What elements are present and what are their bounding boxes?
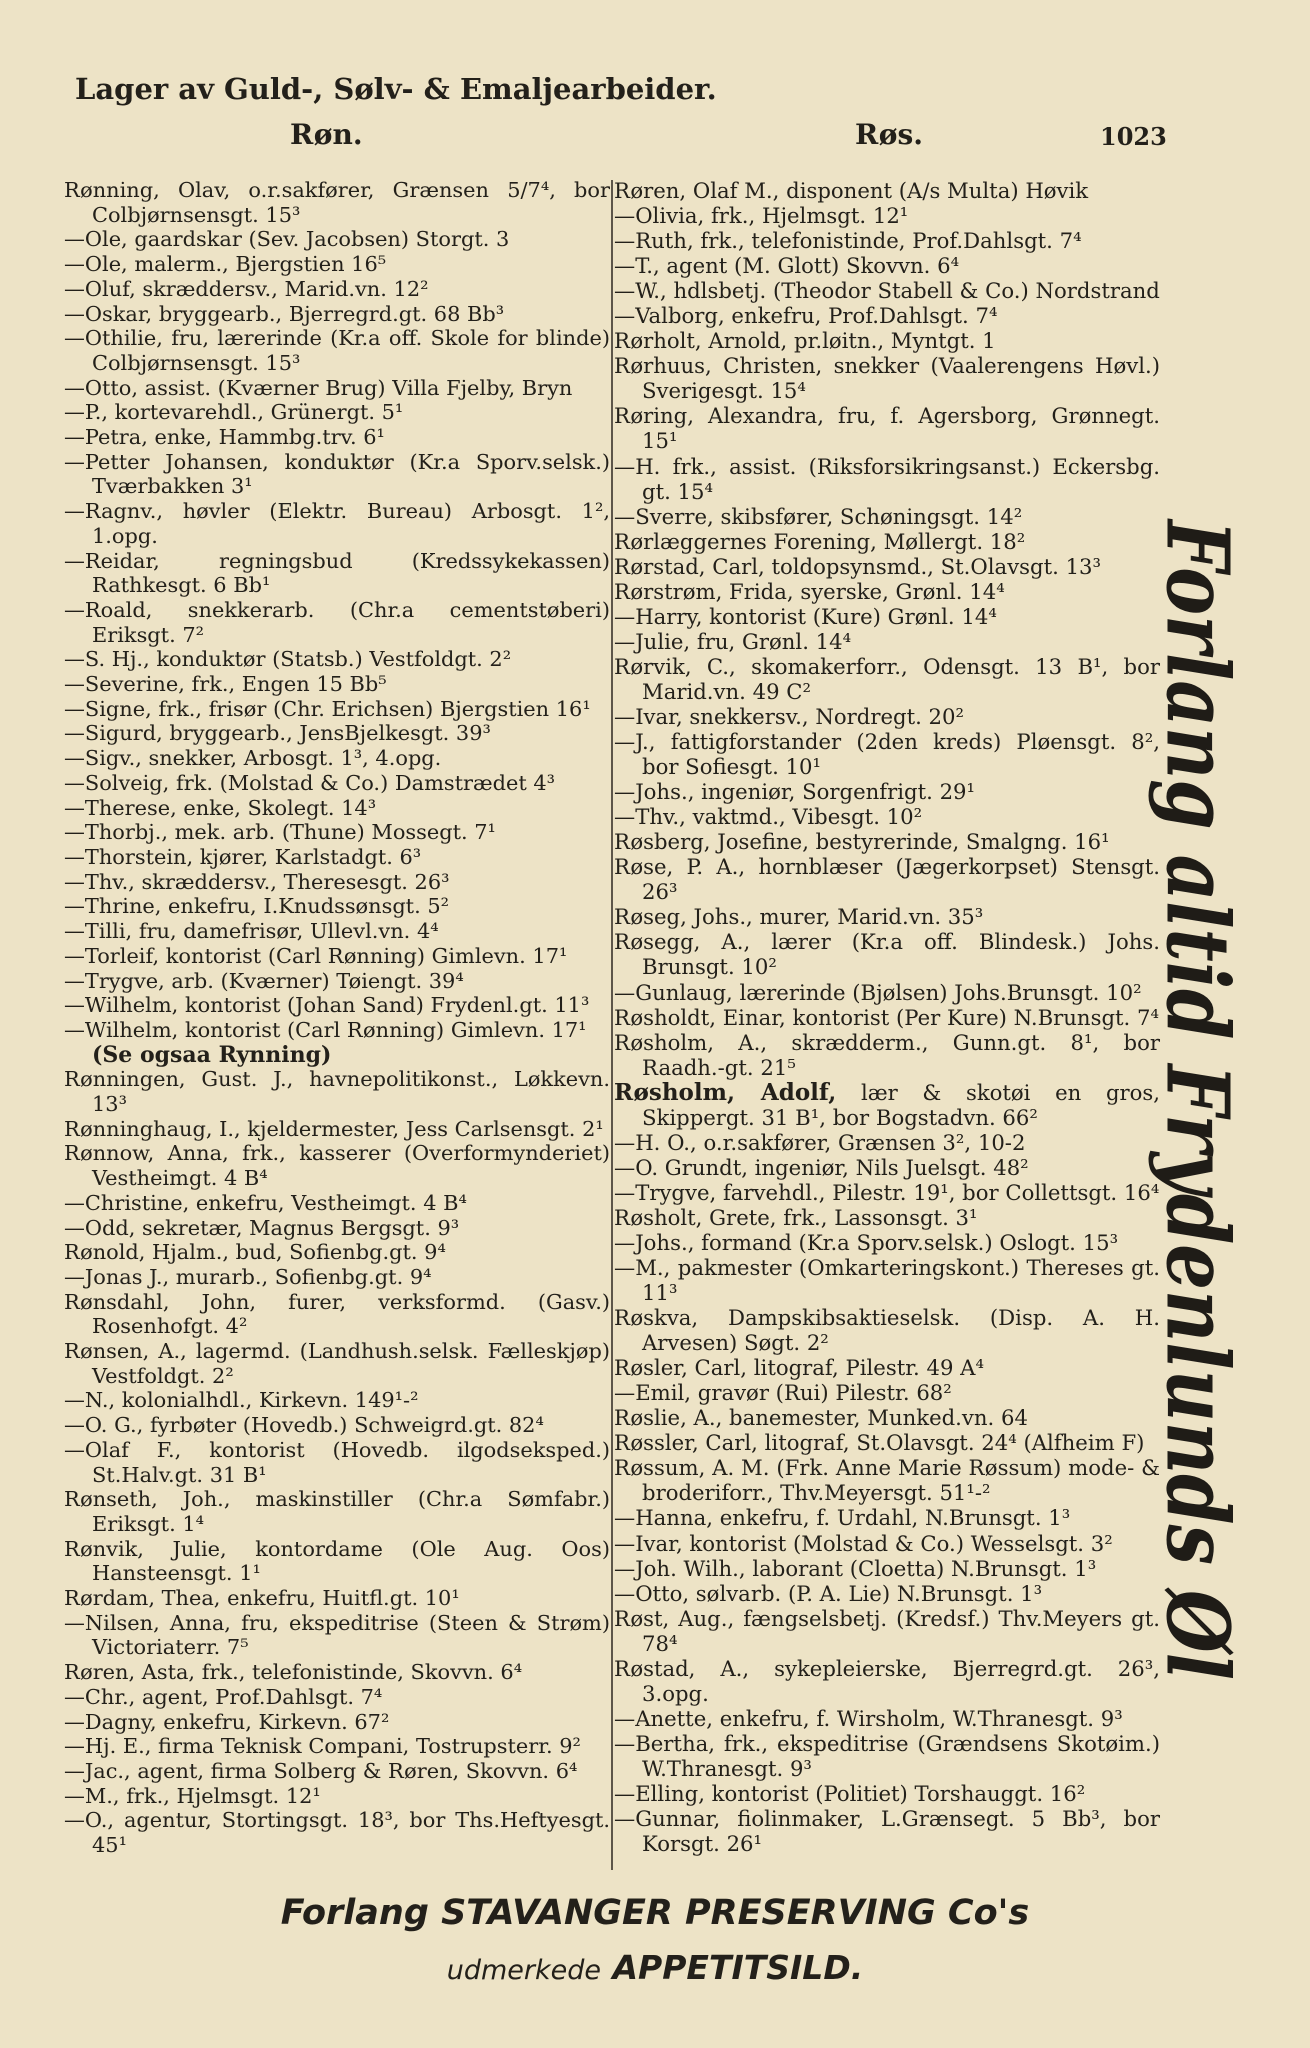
directory-entry: Rønning, Olav, o.r.sakfører, Grænsen 5/7⁴, bor Colbjørnsensgt. 15³ bbox=[64, 178, 610, 227]
directory-entry: —Ole, malerm., Bjergstien 16⁵ bbox=[64, 252, 387, 277]
directory-entry: Rønningen, Gust. J., havnepolitikonst., Løkkevn. 13³ bbox=[64, 1067, 610, 1117]
left-column bbox=[64, 178, 610, 1858]
directory-entry: Rønninghaug, I., kjeldermester, Jess Carlsensgt. 2¹ bbox=[64, 1116, 604, 1141]
directory-entry: —Petra, enke, Hammbg.trv. 6¹ bbox=[64, 425, 385, 450]
side-advertisement-text: Forlang altid Frydenlunds Øl bbox=[1146, 520, 1248, 1907]
directory-entry: —O. G., fyrbøter (Hovedb.) Schweigrd.gt. 82⁴ bbox=[64, 1413, 544, 1438]
directory-entry: Røseg, Johs., murer, Marid.vn. 35³ bbox=[614, 904, 984, 930]
directory-entry: Rønsen, A., lagermd. (Landhush.selsk. Fælleskjøp) Vestfoldgt. 2² bbox=[64, 1339, 610, 1388]
directory-entry: Røsholdt, Einar, kontorist (Per Kure) N.Brunsgt. 7⁴ bbox=[614, 1004, 1159, 1030]
directory-entry: —Gunlaug, lærerinde (Bjølsen) Johs.Brunsgt. 10² bbox=[614, 979, 1142, 1005]
page-number: 1023 bbox=[1100, 122, 1167, 151]
directory-entry: —Trygve, arb. (Kværner) Tøiengt. 39⁴ bbox=[64, 968, 464, 993]
directory-entry: —Thrine, enkefru, I.Knudssønsgt. 5² bbox=[64, 894, 450, 919]
directory-entry: —Ragnv., høvler (Elektr. Bureau) Arbosgt. 1², 1.opg. bbox=[64, 499, 610, 548]
directory-entry: —Severine, frk., Engen 15 Bb⁵ bbox=[64, 672, 387, 697]
directory-entry: —Wilhelm, kontorist (Carl Rønning) Gimlevn. 17¹ bbox=[64, 1017, 587, 1042]
directory-entry: Rønsdahl, John, furer, verksformd. (Gasv.) Rosenhofgt. 4² bbox=[64, 1289, 610, 1339]
directory-entry: Røssler, Carl, litograf, St.Olavsgt. 24⁴ (Alfheim F) bbox=[614, 1430, 1145, 1456]
directory-entry: —O., agentur, Stortingsgt. 18³, bor Ths.Heftyesgt. 45¹ bbox=[64, 1808, 610, 1858]
right-column-keyword: Røs. bbox=[855, 118, 923, 151]
directory-entry: —Trygve, farvehdl., Pilestr. 19¹, bor Collettsgt. 16⁴ bbox=[614, 1179, 1160, 1205]
directory-entry: Røren, Asta, frk., telefonistinde, Skovvn. 6⁴ bbox=[64, 1660, 523, 1685]
directory-entry: —Dagny, enkefru, Kirkevn. 67² bbox=[64, 1709, 390, 1734]
directory-entry: Rørhuus, Christen, snekker (Vaalerengens Høvl.) Sverigesgt. 15⁴ bbox=[614, 353, 1160, 404]
directory-entry: —Thv., vaktmd., Vibesgt. 10² bbox=[614, 804, 923, 830]
page-header-title: Lager av Guld-, Sølv- & Emaljearbeider. bbox=[75, 72, 717, 106]
directory-entry: Røsler, Carl, litograf, Pilestr. 49 A⁴ bbox=[614, 1355, 984, 1381]
directory-entry: —Johs., ingeniør, Sorgenfrigt. 29¹ bbox=[614, 779, 976, 805]
directory-entry: —Torleif, kontorist (Carl Rønning) Gimlevn. 17¹ bbox=[64, 943, 568, 968]
directory-entry: —Otto, assist. (Kværner Brug) Villa Fjelby, Bryn bbox=[64, 375, 573, 400]
directory-entry: Rørstrøm, Frida, syerske, Grønl. 14⁴ bbox=[614, 578, 1005, 604]
directory-entry: —Thorstein, kjører, Karlstadgt. 6³ bbox=[64, 844, 422, 869]
directory-entry: —J., fattigforstander (2den kreds) Pløensgt. 8², bor Sofiesgt. 10¹ bbox=[614, 729, 1160, 780]
directory-entry: Rønold, Hjalm., bud, Sofienbg.gt. 9⁴ bbox=[64, 1240, 446, 1265]
right-column bbox=[614, 178, 1160, 1856]
directory-entry: —O. Grundt, ingeniør, Nils Juelsgt. 48² bbox=[614, 1154, 1029, 1180]
directory-entry: —Valborg, enkefru, Prof.Dahlsgt. 7⁴ bbox=[614, 303, 998, 329]
directory-entry: —Ole, gaardskar (Sev. Jacobsen) Storgt. 3 bbox=[64, 227, 510, 252]
directory-entry: —S. Hj., konduktør (Statsb.) Vestfoldgt. 2² bbox=[64, 647, 512, 672]
directory-entry: Røren, Olaf M., disponent (A/s Multa) Høvik bbox=[614, 178, 1089, 203]
directory-entry: —Hj. E., firma Teknisk Compani, Tostrupsterr. 9² bbox=[64, 1734, 581, 1759]
directory-entry: —Emil, gravør (Rui) Pilestr. 68² bbox=[614, 1380, 952, 1406]
directory-entry: —Othilie, fru, lærerinde (Kr.a off. Skole for blinde) Colbjørnsensgt. 15³ bbox=[64, 326, 610, 375]
directory-entry: —Elling, kontorist (Politiet) Torshauggt. 16² bbox=[614, 1781, 1086, 1806]
cross-reference-note: (Se ogsaa Rynning) bbox=[92, 1041, 332, 1068]
directory-entry: —Anette, enkefru, f. Wirsholm, W.Thranesgt. 9³ bbox=[614, 1705, 1123, 1731]
directory-entry: —H. frk., assist. (Riksforsikringsanst.) Eckersbg. gt. 15⁴ bbox=[614, 453, 1160, 504]
directory-entry: —Olaf F., kontorist (Hovedb. ilgodseksped.) St.Halv.gt. 31 B¹ bbox=[64, 1437, 610, 1487]
directory-entry: Røslie, A., banemester, Munked.vn. 64 bbox=[614, 1405, 1028, 1431]
directory-entry: —Thv., skræddersv., Theresesgt. 26³ bbox=[64, 869, 450, 894]
directory-entry: Røst, Aug., fængselsbetj. (Kredsf.) Thv.Meyers gt. 78⁴ bbox=[614, 1605, 1160, 1656]
directory-entry: Røse, P. A., hornblæser (Jægerkorpset) Stensgt. 26³ bbox=[614, 854, 1160, 905]
directory-entry: Røsegg, A., lærer (Kr.a off. Blindesk.) Johs. Brunsgt. 10² bbox=[614, 929, 1160, 980]
bottom-ad-main: APPETITSILD. bbox=[612, 1948, 864, 1987]
directory-entry: —Otto, sølvarb. (P. A. Lie) N.Brunsgt. 1³ bbox=[614, 1580, 1043, 1606]
directory-entry: Røring, Alexandra, fru, f. Agersborg, Grønnegt. 15¹ bbox=[614, 403, 1160, 454]
directory-entry: Røskva, Dampskibsaktieselsk. (Disp. A. H. Arvesen) Søgt. 2² bbox=[614, 1305, 1160, 1356]
entry-text: lær & skotøi en gros, Skippergt. 31 B¹, bor Bogstadvn. 66² bbox=[642, 1079, 1160, 1130]
directory-entry: —Wilhelm, kontorist (Johan Sand) Frydenl.gt. 11³ bbox=[64, 993, 590, 1018]
directory-entry: Rørvik, C., skomakerforr., Odensgt. 13 B¹, bor Marid.vn. 49 C² bbox=[614, 653, 1160, 704]
directory-entry: —Odd, sekretær, Magnus Bergsgt. 9³ bbox=[64, 1215, 460, 1240]
directory-entry: —Chr., agent, Prof.Dahlsgt. 7⁴ bbox=[64, 1684, 383, 1709]
directory-entry: —Sverre, skibsfører, Schøningsgt. 14² bbox=[614, 503, 1023, 529]
directory-entry: —Petter Johansen, konduktør (Kr.a Sporv.selsk.) Tværbakken 3¹ bbox=[64, 449, 610, 499]
directory-entry: —Ivar, snekkersv., Nordregt. 20² bbox=[614, 703, 965, 729]
directory-entry: Rønvik, Julie, kontordame (Ole Aug. Oos) Hansteensgt. 1¹ bbox=[64, 1536, 610, 1586]
directory-entry: —Hanna, enkefru, f. Urdahl, N.Brunsgt. 1³ bbox=[614, 1505, 1071, 1531]
directory-entry: —Bertha, frk., ekspeditrise (Grændsens Skotøim.) W.Thranesgt. 9³ bbox=[614, 1730, 1160, 1781]
directory-entry: —Reidar, regningsbud (Kredssykekassen) Rathkesgt. 6 Bb¹ bbox=[64, 548, 610, 598]
directory-entry: —Julie, fru, Grønl. 14⁴ bbox=[614, 628, 852, 654]
directory-entry: —M., pakmester (Omkarteringskont.) Thereses gt. 11³ bbox=[614, 1255, 1160, 1306]
left-column-keyword: Røn. bbox=[290, 118, 363, 151]
directory-entry: —Oskar, bryggearb., Bjerregrd.gt. 68 Bb³ bbox=[64, 301, 505, 326]
directory-entry: —Tilli, fru, damefrisør, Ullevl.vn. 4⁴ bbox=[64, 919, 439, 944]
bottom-ad-line-2 bbox=[0, 1948, 1310, 1987]
directory-entry: Røsberg, Josefine, bestyrerinde, Smalgng. 16¹ bbox=[614, 829, 1110, 855]
directory-entry: —Nilsen, Anna, fru, ekspeditrise (Steen & Strøm) Victoriaterr. 7⁵ bbox=[64, 1610, 610, 1660]
directory-entry: —Jac., agent, firma Solberg & Røren, Skovvn. 6⁴ bbox=[64, 1759, 578, 1783]
bottom-ad-line-1: Forlang STAVANGER PRESERVING Co's bbox=[280, 1893, 1030, 1933]
directory-entry: Rørholt, Arnold, pr.løitn., Myntgt. 1 bbox=[614, 328, 996, 354]
directory-entry: —H. O., o.r.sakfører, Grænsen 3², 10-2 bbox=[614, 1129, 1026, 1155]
directory-entry bbox=[614, 1080, 1160, 1130]
directory-entry: Røssum, A. M. (Frk. Anne Marie Røssum) mode- & broderiforr., Thv.Meyersgt. 51¹-² bbox=[614, 1455, 1160, 1506]
directory-entry: —T., agent (M. Glott) Skovvn. 6⁴ bbox=[614, 253, 960, 279]
directory-entry: —Gunnar, fiolinmaker, L.Grænsegt. 5 Bb³, bor Korsgt. 26¹ bbox=[614, 1806, 1160, 1857]
bottom-ad-prefix: udmerkede bbox=[446, 1955, 601, 1986]
directory-entry: —Solveig, frk. (Molstad & Co.) Damstrædet 4³ bbox=[64, 770, 556, 795]
directory-entry: —Olivia, frk., Hjelmsgt. 12¹ bbox=[614, 203, 909, 229]
directory-entry: —Jonas J., murarb., Sofienbg.gt. 9⁴ bbox=[64, 1264, 432, 1289]
directory-entry: —Therese, enke, Skolegt. 14³ bbox=[64, 795, 377, 820]
directory-entry: Rørdam, Thea, enkefru, Huitfl.gt. 10¹ bbox=[64, 1586, 460, 1611]
directory-entry: —Signe, frk., frisør (Chr. Erichsen) Bjergstien 16¹ bbox=[64, 696, 591, 721]
directory-entry: —Sigv., snekker, Arbosgt. 1³, 4.opg. bbox=[64, 746, 442, 771]
directory-entry: Rønseth, Joh., maskinstiller (Chr.a Sømfabr.) Eriksgt. 1⁴ bbox=[64, 1487, 610, 1536]
directory-entry: —N., kolonialhdl., Kirkevn. 149¹-² bbox=[64, 1388, 419, 1413]
directory-entry: —M., frk., Hjelmsgt. 12¹ bbox=[64, 1783, 321, 1808]
directory-entry: —P., kortevarehdl., Grünergt. 5¹ bbox=[64, 400, 404, 425]
directory-entry: Rørlæggernes Forening, Møllergt. 18² bbox=[614, 528, 1026, 554]
directory-entry: —W., hdlsbetj. (Theodor Stabell & Co.) Nordstrand bbox=[614, 278, 1160, 304]
directory-entry: Rønnow, Anna, frk., kasserer (Overformynderiet) Vestheimgt. 4 B⁴ bbox=[64, 1141, 610, 1191]
directory-entry: —Harry, kontorist (Kure) Grønl. 14⁴ bbox=[614, 603, 997, 629]
directory-entry: Røsholm, A., skrædderm., Gunn.gt. 8¹, bor Raadh.-gt. 21⁵ bbox=[614, 1029, 1160, 1080]
directory-entry: —Ivar, kontorist (Molstad & Co.) Wesselsgt. 3² bbox=[614, 1530, 1113, 1556]
directory-entry: —Roald, snekkerarb. (Chr.a cementstøberi) Eriksgt. 7² bbox=[64, 597, 610, 647]
column-divider bbox=[611, 180, 613, 1870]
directory-entry: Røsholt, Grete, frk., Lassonsgt. 3¹ bbox=[614, 1204, 978, 1230]
directory-entry: —Ruth, frk., telefonistinde, Prof.Dahlsgt. 7⁴ bbox=[614, 228, 1082, 254]
directory-entry: —Christine, enkefru, Vestheimgt. 4 B⁴ bbox=[64, 1190, 467, 1215]
side-advertisement-graphic bbox=[1146, 520, 1258, 1907]
directory-entry: —Joh. Wilh., laborant (Cloetta) N.Brunsgt. 1³ bbox=[614, 1555, 1097, 1581]
directory-entry: —Thorbj., mek. arb. (Thune) Mossegt. 7¹ bbox=[64, 820, 496, 845]
directory-entry: —Oluf, skræddersv., Marid.vn. 12² bbox=[64, 276, 429, 301]
side-advertisement bbox=[1146, 520, 1258, 1907]
directory-entry: —Sigurd, bryggearb., JensBjelkesgt. 39³ bbox=[64, 721, 491, 746]
directory-entry: Røstad, A., sykepleierske, Bjerregrd.gt. 26³, 3.opg. bbox=[614, 1655, 1160, 1706]
directory-entry: —Johs., formand (Kr.a Sporv.selsk.) Oslogt. 15³ bbox=[614, 1229, 1119, 1255]
directory-entry: Rørstad, Carl, toldopsynsmd., St.Olavsgt. 13³ bbox=[614, 553, 1102, 579]
entry-name-bold: Røsholm, Adolf, bbox=[614, 1078, 837, 1106]
